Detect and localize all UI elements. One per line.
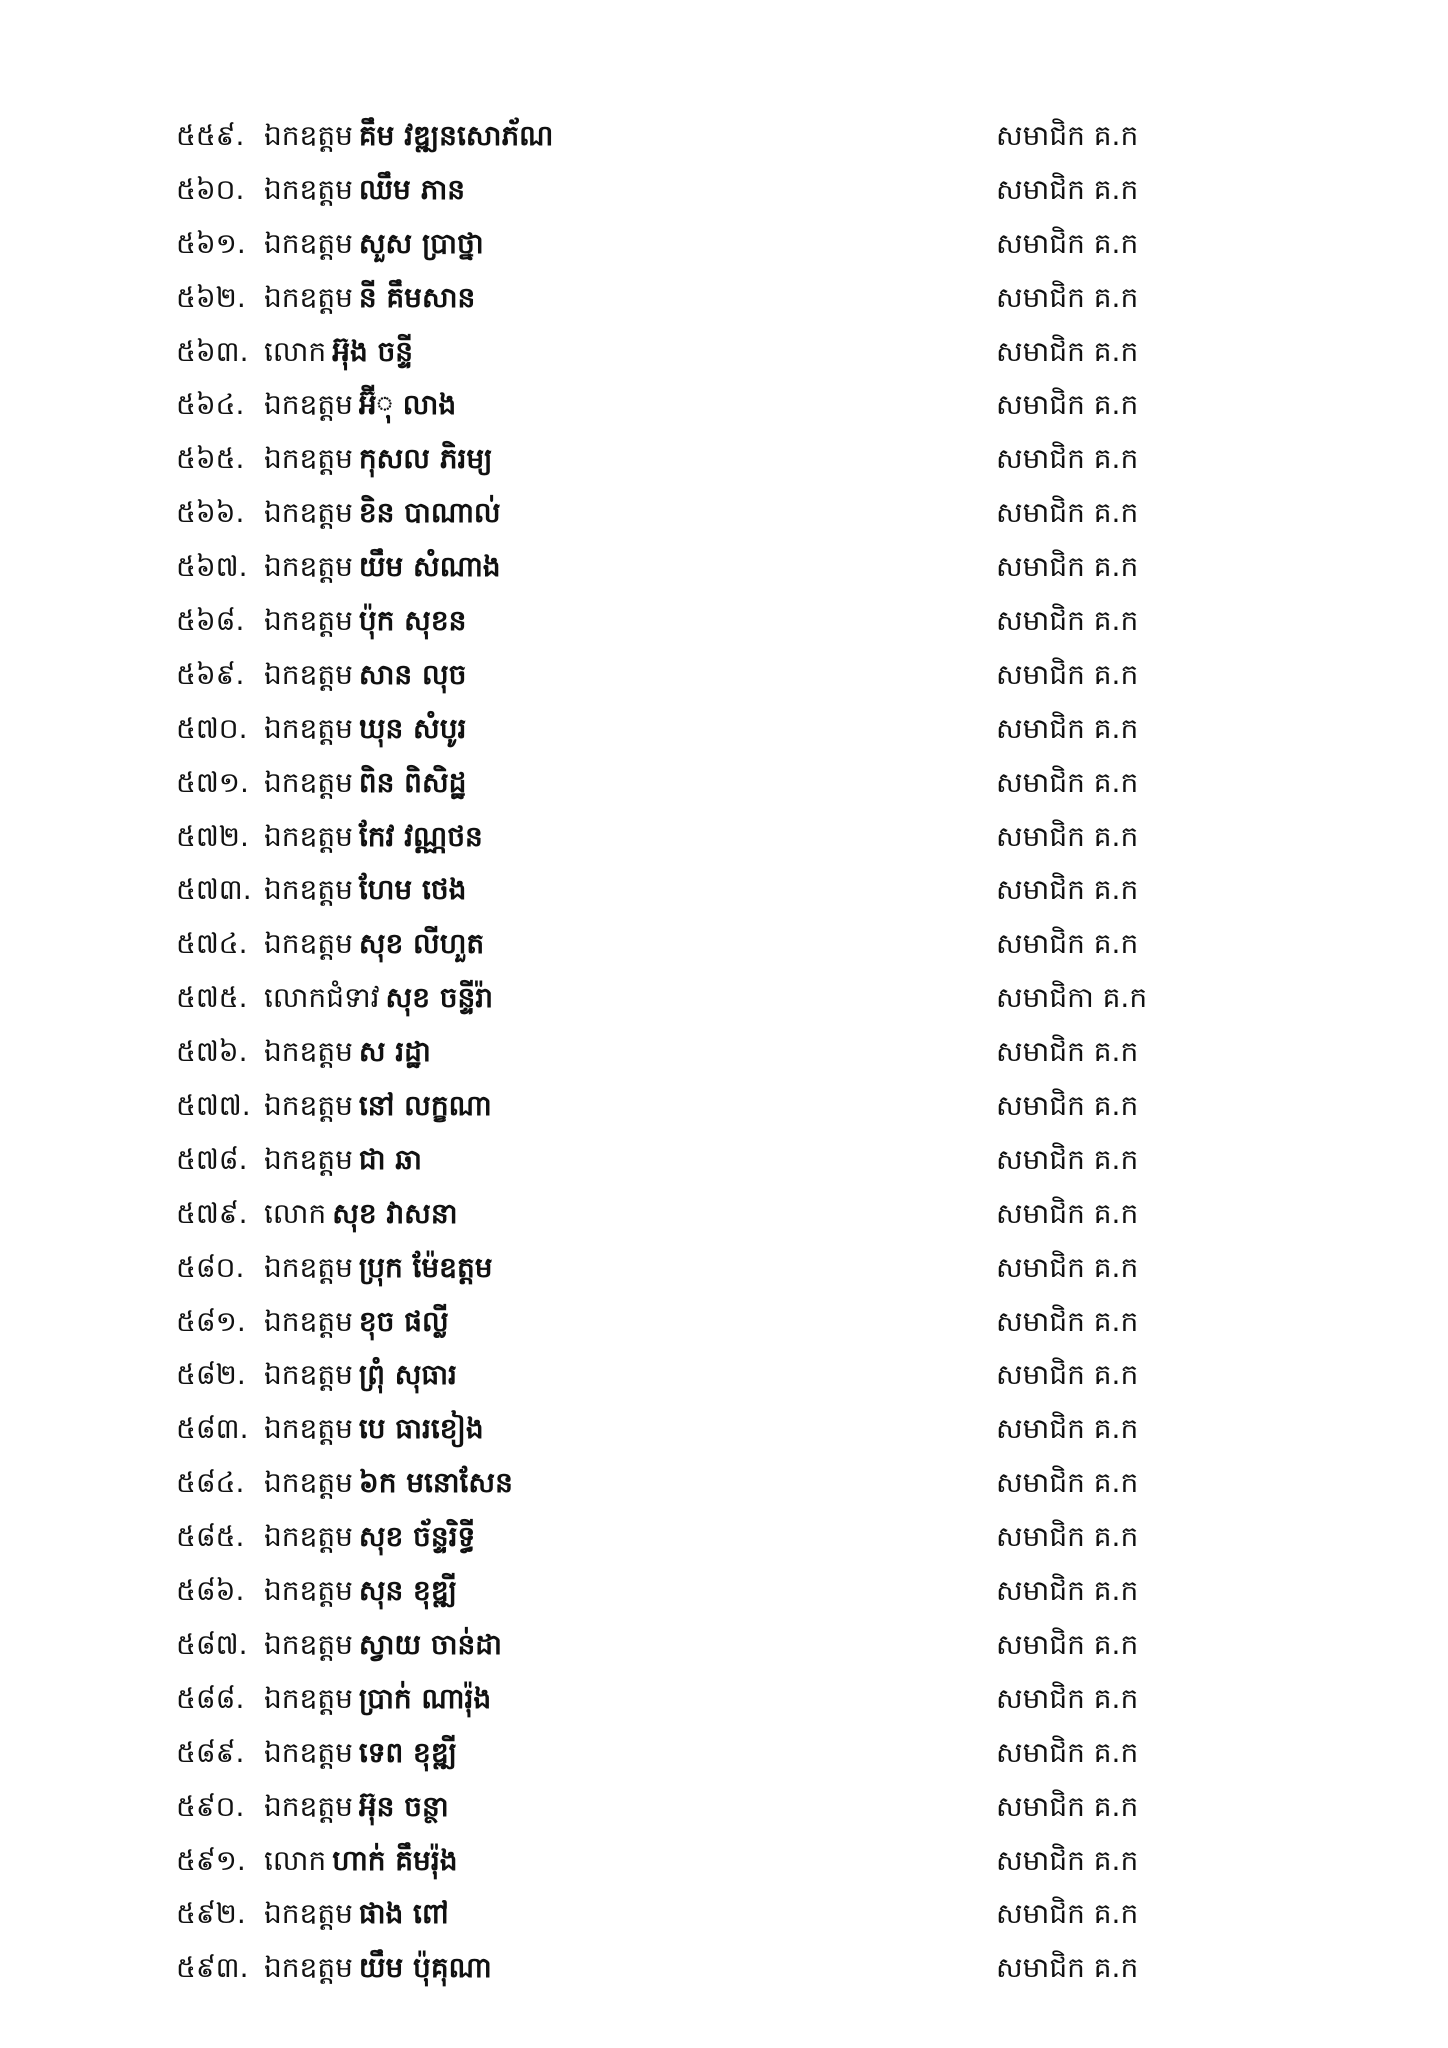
- list-item: [0, 164, 1448, 218]
- item-number: ៥៧៤.: [176, 927, 248, 961]
- item-number: ៥៦៨.: [176, 604, 245, 638]
- member-role: សមាជិក គ.ក: [996, 550, 1139, 584]
- member-role: សមាជិក គ.ក: [996, 226, 1139, 260]
- member-name: ស រដ្ឋា: [358, 1035, 431, 1069]
- member-name: ខុច ផល្លី: [358, 1304, 449, 1338]
- item-number: ៥៧៧.: [176, 1089, 251, 1123]
- member-role: សមាជិក គ.ក: [996, 711, 1139, 745]
- list-item: [0, 379, 1448, 433]
- member-title-and-name: [264, 763, 466, 803]
- list-item: [0, 1673, 1448, 1727]
- item-number: ៥៦០.: [176, 172, 245, 206]
- member-name: សួស ប្រាថ្នា: [358, 226, 484, 260]
- member-role: សមាជិក គ.ក: [996, 172, 1139, 206]
- member-role: សមាជិក គ.ក: [996, 873, 1139, 907]
- honorific-title: ឯកឧត្តម: [264, 1142, 353, 1176]
- member-title-and-name: [264, 978, 493, 1018]
- honorific-title: ឯកឧត្តម: [264, 1574, 353, 1608]
- honorific-title: ឯកឧត្តម: [264, 927, 353, 961]
- honorific-title: ឯកឧត្តម: [264, 1627, 353, 1661]
- list-item: [0, 541, 1448, 595]
- member-title-and-name: [264, 493, 501, 533]
- list-item: [0, 1242, 1448, 1296]
- member-title-and-name: [264, 224, 484, 264]
- list-item: [0, 1188, 1448, 1242]
- honorific-title: ឯកឧត្តម: [264, 1789, 353, 1823]
- member-title-and-name: [264, 1248, 493, 1288]
- member-title-and-name: [264, 709, 466, 749]
- member-name: ៦ក មនោសែន: [358, 1466, 513, 1500]
- item-number: ៥៨៦.: [176, 1574, 245, 1608]
- honorific-title: ឯកឧត្តម: [264, 1250, 353, 1284]
- list-item: [0, 1619, 1448, 1673]
- member-role: សមាជិក គ.ក: [996, 1412, 1139, 1446]
- list-item: [0, 1942, 1448, 1996]
- item-number: ៥៧១.: [176, 765, 249, 799]
- honorific-title: ឯកឧត្តម: [264, 711, 353, 745]
- item-number: ៥៨៩.: [176, 1735, 245, 1769]
- member-name: ព្រុំ សុធារ: [358, 1358, 457, 1392]
- member-name: ហាក់ គឹមរ៉ុង: [332, 1843, 458, 1877]
- item-number: ៥៧៥.: [176, 981, 248, 1015]
- member-name: យឹម សំណាង: [358, 550, 501, 584]
- member-name: បេ ធារខៀង: [358, 1412, 484, 1446]
- member-title-and-name: [264, 1194, 458, 1234]
- honorific-title: លោក: [264, 1196, 327, 1230]
- list-item: [0, 1296, 1448, 1350]
- list-item: [0, 1781, 1448, 1835]
- member-role: សមាជិក គ.ក: [996, 1897, 1139, 1931]
- list-item: [0, 1080, 1448, 1134]
- member-name: ស្វាយ ចាន់ដា: [358, 1627, 502, 1661]
- member-title-and-name: [264, 817, 483, 857]
- member-name: កុសល ភិរម្យ: [358, 442, 493, 476]
- item-number: ៥៨៧.: [176, 1627, 248, 1661]
- honorific-title: ឯកឧត្តម: [264, 550, 353, 584]
- member-role: សមាជិក គ.ក: [996, 1627, 1139, 1661]
- list-item: [0, 1888, 1448, 1942]
- member-role: សមាជិក គ.ក: [996, 1358, 1139, 1392]
- member-list: [0, 110, 1448, 1996]
- honorific-title: ឯកឧត្តម: [264, 765, 353, 799]
- member-role: សមាជិកា គ.ក: [996, 981, 1148, 1015]
- member-title-and-name: [264, 1355, 457, 1395]
- honorific-title: ឯកឧត្តម: [264, 1035, 353, 1069]
- list-item: [0, 1727, 1448, 1781]
- member-role: សមាជិក គ.ក: [996, 334, 1139, 368]
- member-name: នី គឹមសាន: [358, 280, 476, 314]
- list-item: [0, 272, 1448, 326]
- honorific-title: លោក: [264, 334, 327, 368]
- honorific-title: ឯកឧត្តម: [264, 873, 353, 907]
- list-item: [0, 487, 1448, 541]
- list-item: [0, 218, 1448, 272]
- member-role: សមាជិក គ.ក: [996, 819, 1139, 853]
- member-name: សាន លុច: [358, 657, 467, 691]
- member-name: ជា ឆា: [358, 1142, 422, 1176]
- item-number: ៥៦៥.: [176, 442, 245, 476]
- honorific-title: ឯកឧត្តម: [264, 496, 353, 530]
- item-number: ៥៦៧.: [176, 550, 248, 584]
- honorific-title: ឯកឧត្តម: [264, 119, 353, 152]
- member-title-and-name: [264, 924, 484, 964]
- member-name: ហែម ថេង: [358, 873, 467, 907]
- member-name: អ៊ីុ លាង: [358, 388, 457, 422]
- honorific-title: ឯកឧត្តម: [264, 1466, 353, 1500]
- list-item: [0, 1403, 1448, 1457]
- member-role: សមាជិក គ.ក: [996, 657, 1139, 691]
- honorific-title: ឯកឧត្តម: [264, 226, 353, 260]
- member-role: សមាជិក គ.ក: [996, 442, 1139, 476]
- member-title-and-name: [264, 1679, 491, 1719]
- member-role: សមាជិក គ.ក: [996, 1520, 1139, 1554]
- member-role: សមាជិក គ.ក: [996, 1681, 1139, 1715]
- list-item: [0, 433, 1448, 487]
- honorific-title: ឯកឧត្តម: [264, 1897, 353, 1931]
- member-title-and-name: [264, 170, 465, 210]
- member-name: អ៊ុង ចន្ទី: [332, 334, 414, 368]
- honorific-title: ឯកឧត្តម: [264, 1951, 353, 1985]
- item-number: ៥៨០.: [176, 1250, 245, 1284]
- member-role: សមាជិក គ.ក: [996, 1089, 1139, 1123]
- member-name: ឃុន សំបូរ: [358, 711, 467, 745]
- member-name: ទេព ខុឌ្ឍី: [358, 1735, 457, 1769]
- list-item: [0, 703, 1448, 757]
- list-item: [0, 972, 1448, 1026]
- item-number: ៥៨៥.: [176, 1520, 245, 1554]
- list-item: [0, 1026, 1448, 1080]
- member-role: សមាជិក គ.ក: [996, 604, 1139, 638]
- item-number: ៥៨២.: [176, 1358, 246, 1392]
- member-title-and-name: [264, 655, 466, 695]
- list-item: [0, 1134, 1448, 1188]
- item-number: ៥៦៤.: [176, 388, 245, 422]
- member-name: អ៊ុន ចន្ថា: [358, 1789, 449, 1823]
- member-name: សុខ លីហួត: [358, 927, 485, 961]
- member-title-and-name: [264, 385, 456, 425]
- item-number: ៥៨១.: [176, 1304, 246, 1338]
- honorific-title: លោកជំទាវ: [264, 981, 380, 1015]
- item-number: ៥៨៤.: [176, 1466, 245, 1500]
- honorific-title: ឯកឧត្តម: [264, 1089, 353, 1123]
- item-number: ៥៦២.: [176, 280, 246, 314]
- member-title-and-name: [264, 1625, 502, 1665]
- member-title-and-name: [264, 1894, 449, 1934]
- member-role: សមាជិក គ.ក: [996, 1574, 1139, 1608]
- member-role: សមាជិក គ.ក: [996, 280, 1139, 314]
- list-item: [0, 110, 1448, 164]
- honorific-title: ឯកឧត្តម: [264, 1520, 353, 1554]
- list-item: [0, 918, 1448, 972]
- honorific-title: ឯកឧត្តម: [264, 1304, 353, 1338]
- item-number: ៥៨៨.: [176, 1681, 245, 1715]
- member-title-and-name: [264, 1409, 484, 1449]
- item-number: ៥៧៨.: [176, 1142, 248, 1176]
- list-item: [0, 326, 1448, 380]
- item-number: ៥៦១.: [176, 226, 246, 260]
- member-name: នៅ លក្ខណា: [358, 1089, 492, 1123]
- member-role: សមាជិក គ.ក: [996, 765, 1139, 799]
- member-role: សមាជិក គ.ក: [996, 496, 1139, 530]
- honorific-title: ឯកឧត្តម: [264, 172, 353, 206]
- member-title-and-name: [264, 439, 493, 479]
- member-title-and-name: [264, 870, 466, 910]
- item-number: ៥៥៩.: [176, 119, 245, 152]
- list-item: [0, 595, 1448, 649]
- member-name: ពិន ពិសិដ្ឋ: [358, 765, 467, 799]
- item-number: ៥៧៩.: [176, 1196, 248, 1230]
- honorific-title: ឯកឧត្តម: [264, 819, 353, 853]
- honorific-title: ឯកឧត្តម: [264, 1358, 353, 1392]
- member-role: សមាជិក គ.ក: [996, 1951, 1139, 1985]
- member-name: សុខ ចន្ទីរ៉ា: [385, 981, 494, 1015]
- member-title-and-name: [264, 1463, 513, 1503]
- member-role: សមាជិក គ.ក: [996, 927, 1139, 961]
- list-item: [0, 1349, 1448, 1403]
- honorific-title: ឯកឧត្តម: [264, 442, 353, 476]
- member-name: ប្រុក ម៉ែឧត្តម: [358, 1250, 493, 1284]
- list-item: [0, 757, 1448, 811]
- item-number: ៥៩០.: [176, 1789, 245, 1823]
- list-item: [0, 649, 1448, 703]
- member-name: ប្រាក់ ណារ៉ុង: [358, 1681, 492, 1715]
- member-role: សមាជិក គ.ក: [996, 388, 1139, 422]
- honorific-title: ឯកឧត្តម: [264, 1735, 353, 1769]
- member-role: សមាជិក គ.ក: [996, 119, 1139, 152]
- honorific-title: ឯកឧត្តម: [264, 1412, 353, 1446]
- member-title-and-name: [264, 547, 501, 587]
- member-name: ខិន បាណាល់: [358, 496, 501, 530]
- item-number: ៥៧៣.: [176, 873, 252, 907]
- list-item: [0, 811, 1448, 865]
- member-name: ផាង ពៅ: [358, 1897, 449, 1931]
- list-item: [0, 1457, 1448, 1511]
- item-number: ៥៩២.: [176, 1897, 246, 1931]
- member-role: សមាជិក គ.ក: [996, 1250, 1139, 1284]
- member-title-and-name: [264, 1302, 449, 1342]
- item-number: ៥៦៣.: [176, 334, 249, 368]
- member-title-and-name: [264, 1032, 431, 1072]
- member-title-and-name: [264, 1517, 475, 1557]
- honorific-title: ឯកឧត្តម: [264, 657, 353, 691]
- honorific-title: លោក: [264, 1843, 327, 1877]
- item-number: ៥៦៩.: [176, 657, 245, 691]
- member-role: សមាជិក គ.ក: [996, 1142, 1139, 1176]
- member-name: កែវ វណ្ណថន: [358, 819, 483, 853]
- member-name: សុខ វាសនា: [332, 1196, 458, 1230]
- member-name: ប៉ុក សុខន: [358, 604, 467, 638]
- list-item: [0, 1565, 1448, 1619]
- member-name: យឹម ប៉ុគុណា: [358, 1951, 492, 1985]
- member-name: គឹម វឌ្ឍនសោភ័ណ: [358, 119, 554, 152]
- member-title-and-name: [264, 1086, 492, 1126]
- member-title-and-name: [264, 1841, 458, 1881]
- member-title-and-name: [264, 1733, 457, 1773]
- member-title-and-name: [264, 601, 466, 641]
- item-number: ៥៦៦.: [176, 496, 245, 530]
- member-name: សុខ ច័ន្ទរិទ្ធី: [358, 1520, 476, 1554]
- member-name: ឈឹម ភាន: [358, 172, 466, 206]
- honorific-title: ឯកឧត្តម: [264, 1681, 353, 1715]
- item-number: ៥៨៣.: [176, 1412, 249, 1446]
- item-number: ៥៧២.: [176, 819, 249, 853]
- member-title-and-name: [264, 332, 413, 372]
- member-role: សមាជិក គ.ក: [996, 1304, 1139, 1338]
- member-title-and-name: [264, 278, 475, 318]
- honorific-title: ឯកឧត្តម: [264, 604, 353, 638]
- member-name: សុន ខុឌ្ឍី: [358, 1574, 457, 1608]
- item-number: ៥៧០.: [176, 711, 248, 745]
- list-item: [0, 864, 1448, 918]
- member-title-and-name: [264, 1571, 457, 1611]
- item-number: ៥៧៦.: [176, 1035, 248, 1069]
- member-role: សមាជិក គ.ក: [996, 1196, 1139, 1230]
- member-title-and-name: [264, 1948, 492, 1988]
- member-title-and-name: [264, 1787, 449, 1827]
- item-number: ៥៩១.: [176, 1843, 246, 1877]
- member-title-and-name: [264, 1140, 422, 1180]
- member-role: សមាជិក គ.ក: [996, 1735, 1139, 1769]
- member-role: សមាជិក គ.ក: [996, 1789, 1139, 1823]
- item-number: ៥៩៣.: [176, 1951, 249, 1985]
- honorific-title: ឯកឧត្តម: [264, 280, 353, 314]
- member-role: សមាជិក គ.ក: [996, 1035, 1139, 1069]
- list-item: [0, 1835, 1448, 1889]
- honorific-title: ឯកឧត្តម: [264, 388, 353, 422]
- member-role: សមាជិក គ.ក: [996, 1843, 1139, 1877]
- member-title-and-name: [264, 116, 553, 156]
- member-role: សមាជិក គ.ក: [996, 1466, 1139, 1500]
- list-item: [0, 1511, 1448, 1565]
